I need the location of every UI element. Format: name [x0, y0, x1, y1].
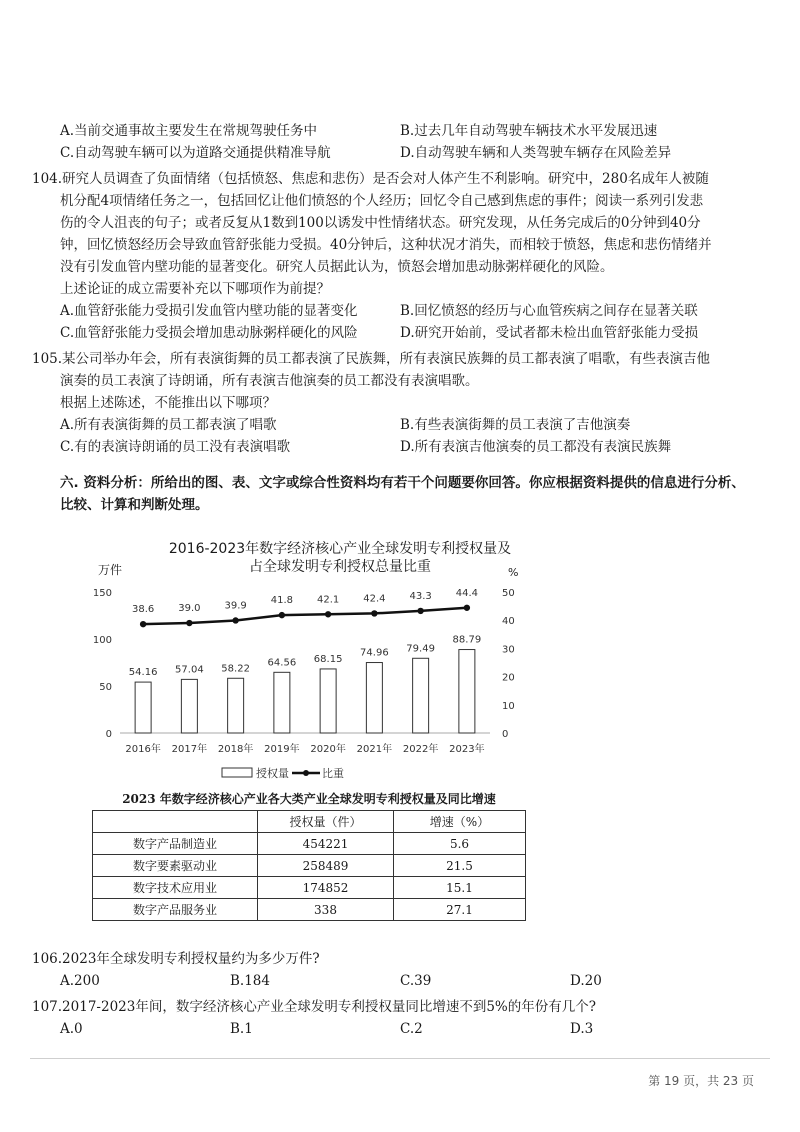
line-point — [464, 605, 470, 611]
x-tick-label: 2017年 — [171, 744, 208, 755]
legend-bar-swatch — [222, 768, 252, 777]
combo-chart — [0, 560, 800, 780]
q104-stem-line-3: 伤的令人沮丧的句子；或者反复从1数到100以诱发中性情绪状态。研究发现，从任务完成后的0分钟到40分 — [60, 215, 701, 231]
legend-line-label: 比重 — [322, 767, 344, 780]
table-cell: 454221 — [258, 833, 394, 855]
q103-option-d: D.自动驾驶车辆和人类驾驶车辆存在风险差异 — [400, 145, 672, 161]
x-tick-label: 2019年 — [264, 744, 300, 755]
table-row — [93, 877, 526, 899]
table-cell: 258489 — [258, 855, 394, 877]
left-tick-label: 0 — [105, 729, 112, 740]
q105-stem-line-1: 105.某公司举办年会，所有表演街舞的员工都表演了民族舞，所有表演民族舞的员工都表演了唱歌，有些表演吉他 — [32, 351, 711, 367]
table-cell: 15.1 — [394, 877, 526, 899]
q103-option-c: C.自动驾驶车辆可以为道路交通提供精准导航 — [60, 145, 331, 161]
q104-option-b: B.回忆愤怒的经历与心血管疾病之间存在显著关联 — [400, 303, 698, 319]
bar — [135, 682, 151, 733]
bar — [274, 672, 290, 733]
x-tick-label: 2020年 — [310, 744, 346, 755]
q107-option-d: D.3 — [570, 1021, 594, 1037]
legend-bar-label: 授权量 — [256, 767, 289, 780]
line-value-label: 39.0 — [178, 603, 201, 615]
line-point — [371, 610, 377, 616]
q106-option-a: A.200 — [60, 973, 100, 989]
right-tick-label: 30 — [502, 644, 515, 656]
table-cell: 21.5 — [394, 855, 526, 877]
bar-value-label: 74.96 — [360, 647, 389, 659]
x-tick-label: 2022年 — [402, 744, 439, 755]
bar — [181, 679, 197, 733]
line-point — [417, 608, 423, 614]
table-cell: 174852 — [258, 877, 394, 899]
q104-stem-line-2: 机分配4项情绪任务之一，包括回忆让他们愤怒的个人经历；回忆令自己感到焦虑的事件；阅读一系列引发悲 — [60, 193, 704, 209]
q105-option-a: A.所有表演街舞的员工都表演了唱歌 — [60, 417, 277, 433]
bar-value-label: 79.49 — [406, 643, 435, 655]
line-value-label: 44.4 — [455, 587, 479, 599]
left-tick-label: 50 — [99, 682, 112, 693]
q105-option-b: B.有些表演街舞的员工表演了吉他演奏 — [400, 417, 631, 433]
table-header-cell: 授权量（件） — [258, 811, 394, 833]
line-value-label: 39.9 — [224, 600, 247, 612]
q106-stem: 106.2023年全球发明专利授权量约为多少万件? — [32, 951, 320, 967]
line-point — [279, 612, 285, 618]
bar-value-label: 88.79 — [452, 634, 482, 646]
x-tick-label: 2023年 — [449, 744, 485, 755]
bar-value-label: 57.04 — [175, 664, 204, 676]
line-point — [232, 617, 238, 623]
x-tick-label: 2021年 — [356, 744, 393, 755]
q105-question: 根据上述陈述，不能推出以下哪项？ — [60, 395, 276, 411]
table-header-cell — [93, 811, 258, 833]
table-row — [93, 855, 526, 877]
bar — [228, 678, 244, 733]
q104-option-c: C.血管舒张能力受损会增加患动脉粥样硬化的风险 — [60, 325, 358, 341]
q104-question: 上述论证的成立需要补充以下哪项作为前提？ — [60, 281, 330, 297]
page-number: 第 19 页，共 23 页 — [648, 1074, 754, 1088]
bar-value-label: 64.56 — [267, 657, 297, 669]
x-tick-label: 2016年 — [125, 744, 161, 755]
right-axis-unit: % — [508, 566, 519, 579]
q105-option-d: D.所有表演吉他演奏的员工都没有表演民族舞 — [400, 439, 672, 455]
line-value-label: 38.6 — [131, 604, 155, 616]
left-tick-label: 100 — [92, 635, 112, 646]
bar — [366, 663, 382, 733]
table-cell: 5.6 — [394, 833, 526, 855]
line-value-label: 42.4 — [363, 593, 386, 605]
q106-option-d: D.20 — [570, 973, 602, 989]
bar-value-label: 54.16 — [128, 667, 158, 679]
q104-stem-line-1: 104.研究人员调查了负面情绪（包括愤怒、焦虑和悲伤）是否会对人体产生不利影响。研究中，280名成年人被随 — [32, 171, 709, 187]
line-point — [186, 620, 192, 626]
table-cell: 27.1 — [394, 899, 526, 921]
q104-stem-line-5: 没有引发血管内壁功能的显著变化。研究人员据此认为，愤怒会增加患动脉粥样硬化的风险。 — [60, 259, 614, 275]
right-tick-label: 50 — [502, 588, 515, 599]
q104-option-a: A.血管舒张能力受损引发血管内壁功能的显著变化 — [60, 303, 358, 319]
line-value-label: 41.8 — [270, 595, 294, 607]
table-cell: 数字产品服务业 — [93, 899, 258, 921]
table-cell: 338 — [258, 899, 394, 921]
q107-stem: 107.2017-2023年间，数字经济核心产业全球发明专利授权量同比增速不到5%的年份有几个? — [32, 999, 596, 1015]
table-cell: 数字产品制造业 — [93, 833, 258, 855]
bar — [413, 658, 429, 733]
line-value-label: 43.3 — [409, 590, 432, 602]
bar — [459, 650, 475, 733]
right-tick-label: 40 — [502, 616, 515, 628]
footer-divider — [30, 1058, 770, 1059]
table-header-cell: 增速（%） — [394, 811, 526, 833]
q105-option-c: C.有的表演诗朗诵的员工没有表演唱歌 — [60, 439, 291, 455]
legend-line-marker — [303, 770, 309, 776]
table-title: 2023 年数字经济核心产业各大类产业全球发明专利授权量及同比增速 — [122, 792, 496, 806]
left-axis-unit: 万件 — [98, 563, 123, 577]
right-tick-label: 10 — [502, 700, 515, 712]
q103-option-a: A.当前交通事故主要发生在常规驾驶任务中 — [60, 123, 318, 139]
line-value-label: 42.1 — [316, 594, 340, 606]
table-row — [93, 899, 526, 921]
chart-title-line-2: 占全球发明专利授权总量比重 — [249, 559, 431, 575]
bar — [320, 669, 336, 733]
q107-option-a: A.0 — [60, 1021, 83, 1037]
q107-option-b: B.1 — [230, 1021, 253, 1037]
line-point — [325, 611, 331, 617]
bar-value-label: 58.22 — [221, 663, 250, 675]
q107-option-c: C.2 — [400, 1021, 423, 1037]
q104-option-d: D.研究开始前，受试者都未检出血管舒张能力受损 — [400, 325, 699, 341]
q105-stem-line-2: 演奏的员工表演了诗朗诵，所有表演吉他演奏的员工都没有表演唱歌。 — [60, 373, 479, 389]
table-row — [93, 833, 526, 855]
q103-option-b: B.过去几年自动驾驶车辆技术水平发展迅速 — [400, 123, 658, 139]
left-tick-label: 150 — [92, 588, 112, 599]
line-point — [140, 621, 146, 627]
table-cell: 数字技术应用业 — [93, 877, 258, 899]
section-heading: 六. 资料分析：所给出的图、表、文字或综合性资料均有若干个问题要你回答。你应根据资料提供的信息进行分析、比较、计算和判断处理。 — [60, 475, 745, 513]
table-cell: 数字要素驱动业 — [93, 855, 258, 877]
right-tick-label: 0 — [502, 729, 509, 740]
table-header-row — [93, 811, 526, 833]
q106-option-c: C.39 — [400, 973, 432, 989]
q106-option-b: B.184 — [230, 973, 270, 989]
right-tick-label: 20 — [502, 672, 515, 684]
chart-title-line-1: 2016-2023年数字经济核心产业全球发明专利授权量及 — [168, 541, 512, 557]
x-tick-label: 2018年 — [217, 744, 254, 755]
bar-value-label: 68.15 — [313, 653, 343, 665]
q104-stem-line-4: 钟，回忆愤怒经历会导致血管舒张能力受损。40分钟后，这种状况才消失，而相较于愤怒，焦虑和悲伤情绪并 — [60, 237, 712, 253]
data-table — [92, 810, 526, 921]
